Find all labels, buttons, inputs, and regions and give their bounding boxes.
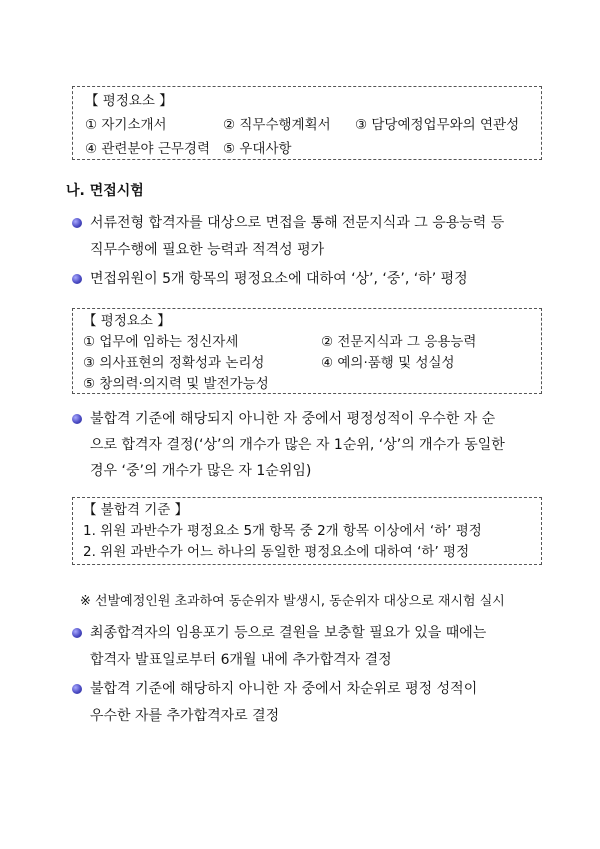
bullet-item: 면접위원이 5개 항목의 평정요소에 대하여 ‘상’, ‘중’, ‘하’ 평정 — [72, 266, 552, 293]
fail-criteria-box — [72, 497, 542, 565]
factor-item: ③ 담당예정업무와의 연관성 — [355, 117, 520, 133]
box-title: 【 평정요소 】 — [83, 313, 171, 329]
factor-item: ④ 관련분야 근무경력 — [85, 141, 211, 157]
box-title: 【 평정요소 】 — [85, 93, 173, 109]
bullet-dot-icon — [72, 274, 82, 284]
bullet-dot-icon — [72, 684, 82, 694]
bullet-item: 서류전형 합격자를 대상으로 면접을 통해 전문지식과 그 응용능력 등 직무수행에 필요한 능력과 적격성 평가 — [72, 210, 552, 264]
section-heading: 나. 면접시험 — [66, 183, 144, 199]
box-title: 【 불합격 기준 】 — [83, 502, 189, 518]
bullet-dot-icon — [72, 414, 82, 424]
bullet-dot-icon — [72, 218, 82, 228]
factor-item: ① 자기소개서 — [85, 117, 167, 133]
factor-item: ⑤ 창의력·의지력 및 발전가능성 — [83, 376, 269, 392]
bullet-item: 최종합격자의 임용포기 등으로 결원을 보충할 필요가 있을 때에는 합격자 발표일로부터 6개월 내에 추가합격자 결정 — [72, 620, 552, 674]
bullet-item: 불합격 기준에 해당하지 아니한 자 중에서 차순위로 평정 성적이 우수한 자를 추가합격자로 결정 — [72, 676, 552, 730]
criteria-item: 1. 위원 과반수가 평정요소 5개 항목 중 2개 항목 이상에서 ‘하’ 평정 — [83, 523, 482, 539]
evaluation-factors-box-1 — [72, 86, 542, 160]
factor-item: ④ 예의·품행 및 성실성 — [321, 355, 455, 371]
factor-item: ① 업무에 임하는 정신자세 — [83, 334, 239, 350]
bullet-item: 불합격 기준에 해당되지 아니한 자 중에서 평정성적이 우수한 자 순 으로 합격자 결정(‘상’의 개수가 많은 자 1순위, ‘상’의 개수가 동일한 경우 ‘중’의 개수가 많은 자 1순위임) — [72, 406, 552, 484]
bullet-dot-icon — [72, 628, 82, 638]
evaluation-factors-box-2 — [72, 308, 542, 394]
note-text: ※ 선발예정인원 초과하여 동순위자 발생시, 동순위자 대상으로 재시험 실시 — [80, 594, 505, 609]
factor-item: ⑤ 우대사항 — [223, 141, 292, 157]
factor-item: ② 직무수행계획서 — [223, 117, 331, 133]
factor-item: ③ 의사표현의 정확성과 논리성 — [83, 355, 265, 371]
criteria-item: 2. 위원 과반수가 어느 하나의 동일한 평정요소에 대하여 ‘하’ 평정 — [83, 544, 470, 560]
factor-item: ② 전문지식과 그 응용능력 — [321, 334, 477, 350]
